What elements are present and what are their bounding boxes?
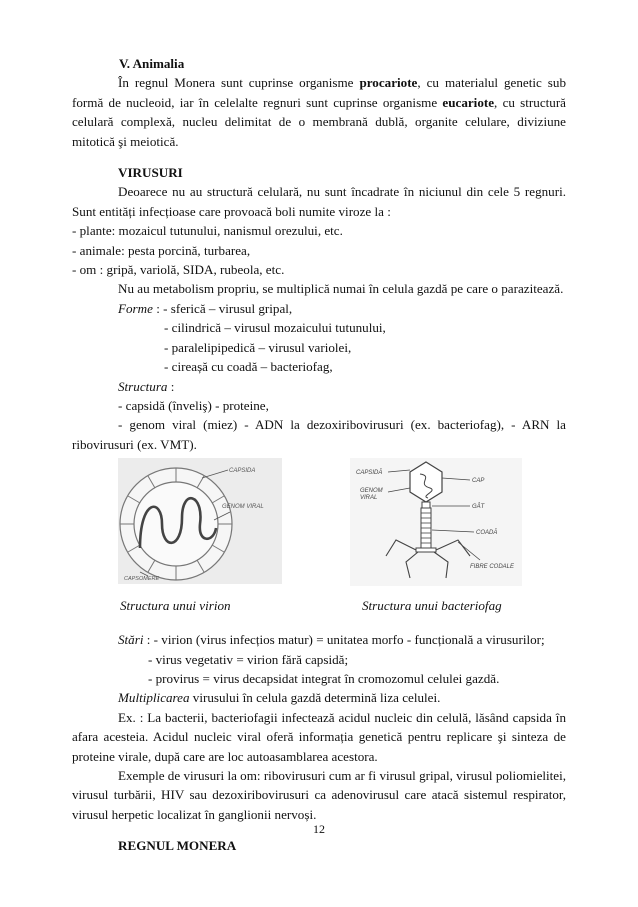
term-procariote: procariote	[359, 75, 418, 91]
multiplicarea-line	[72, 688, 566, 707]
heading-virusuri: VIRUSURI	[118, 165, 183, 181]
forma-sferica: sferică – virusul gripal,	[170, 300, 293, 316]
text: virusului în celula gazdă determină liza celulei.	[189, 690, 441, 706]
text: : -	[152, 300, 171, 316]
stare-vegetativ: - virus vegetativ = virion fără capsidă;	[148, 651, 349, 667]
forme-line	[72, 299, 566, 318]
list-item-animale: - animale: pesta porcină, turbarea,	[72, 242, 251, 258]
label-gat: GÂT	[472, 504, 485, 511]
heading-animalia: V. Animalia	[119, 56, 185, 71]
text: , cu structură celulară complexă, nucleu delimitat de o membrană dublă, organite celulare, diviziune mitotică şi meiotică.	[72, 94, 566, 149]
caption-bacteriofag: Structura unui bacteriofag	[362, 598, 502, 614]
stare-provirus: - provirus = virus decapsidat integrat în cromozomul celulei gazdă.	[148, 670, 500, 686]
paragraph-monera-eucariote	[72, 73, 566, 151]
label-genom-viral: GENOM VIRAL	[222, 504, 264, 511]
label-viral: VIRAL	[360, 495, 378, 502]
stari-line	[72, 630, 566, 649]
stari-label: Stări	[118, 632, 144, 648]
label-capsida: CAPSIDĂ	[356, 470, 383, 477]
bacteriofag-diagram	[350, 458, 522, 586]
label-fibre-codale: FIBRE CODALE	[470, 564, 515, 571]
paragraph-exemple-om: Exemple de virusuri la om: ribovirusuri cum ar fi virusul gripal, virusul poliomielitei, virusul turbării, HIV sau dezoxiribovirusuri ca adenovirusul care atacă sistemul respirator, virusul herpetic localizat în ganglionii nervoși.	[72, 767, 567, 822]
structura-heading	[72, 377, 566, 396]
text: , cu materialul genetic sub formă de nucleoid, iar în celelalte regnuri sunt cuprinse organisme	[72, 75, 566, 110]
forma-cireasa: - cireașă cu coadă – bacteriofag,	[164, 359, 333, 375]
page-content	[72, 54, 566, 856]
list-item-plante: - plante: mozaicul tutunului, nanismul orezului, etc.	[72, 223, 343, 239]
label-capsomere: CAPSOMERE	[124, 576, 160, 583]
stare-virion: : - virion (virus infecțios matur) = unitatea morfo - funcțională a virusurilor;	[143, 632, 545, 648]
label-coada: COADĂ	[476, 530, 498, 537]
text: În regnul Monera sunt cuprinse organisme	[118, 75, 360, 91]
structura-capsida: - capsidă (înveliş) - proteine,	[118, 397, 269, 413]
figure-captions	[72, 596, 566, 616]
forma-cilindrica: - cilindrică – virusul mozaicului tutunului,	[164, 320, 386, 336]
text: :	[167, 378, 175, 394]
structura-label: Structura	[118, 378, 168, 394]
multiplicarea-label: Multiplicarea	[118, 690, 190, 706]
heading-regnul-monera: REGNUL MONERA	[118, 838, 237, 854]
forma-paralelipipedica: - paralelipipedică – virusul variolei,	[164, 339, 352, 355]
figures	[72, 458, 566, 596]
forme-label: Forme	[118, 300, 153, 316]
paragraph-intro: Deoarece nu au structură celulară, nu sunt încadrate în niciunul din cele 5 regnuri. Sunt entități infecțioase care provoacă boli numite viroze la :	[72, 184, 566, 219]
structura-genom: - genom viral (miez) - ADN la dezoxiribovirusuri (ex. bacteriofag), - ARN la ribovirusuri (ex. VMT).	[72, 417, 566, 452]
list-item-om: - om : gripă, variolă, SIDA, rubeola, etc.	[72, 262, 285, 278]
caption-virion: Structura unui virion	[120, 598, 231, 614]
term-eucariote: eucariote	[442, 94, 495, 110]
paragraph-metabolism: Nu au metabolism propriu, se multiplică numai în celula gazdă pe care o parazitează.	[118, 281, 564, 297]
paragraph-exemplu: Ex. : La bacterii, bacteriofagii infectează acidul nucleic din celulă, lăsând capsida în afara acesteia. Acidul nucleic viral oferă informația genetică pentru replicare şi sinteza de proteine virale, după care are loc autoasamblarea acestora.	[72, 709, 566, 764]
label-capsida: CAPSIDA	[229, 468, 256, 475]
virion-diagram	[118, 458, 282, 584]
label-cap: CAP	[472, 478, 485, 485]
label-genom: GENOM	[360, 488, 383, 495]
page-number: 12	[313, 822, 325, 836]
